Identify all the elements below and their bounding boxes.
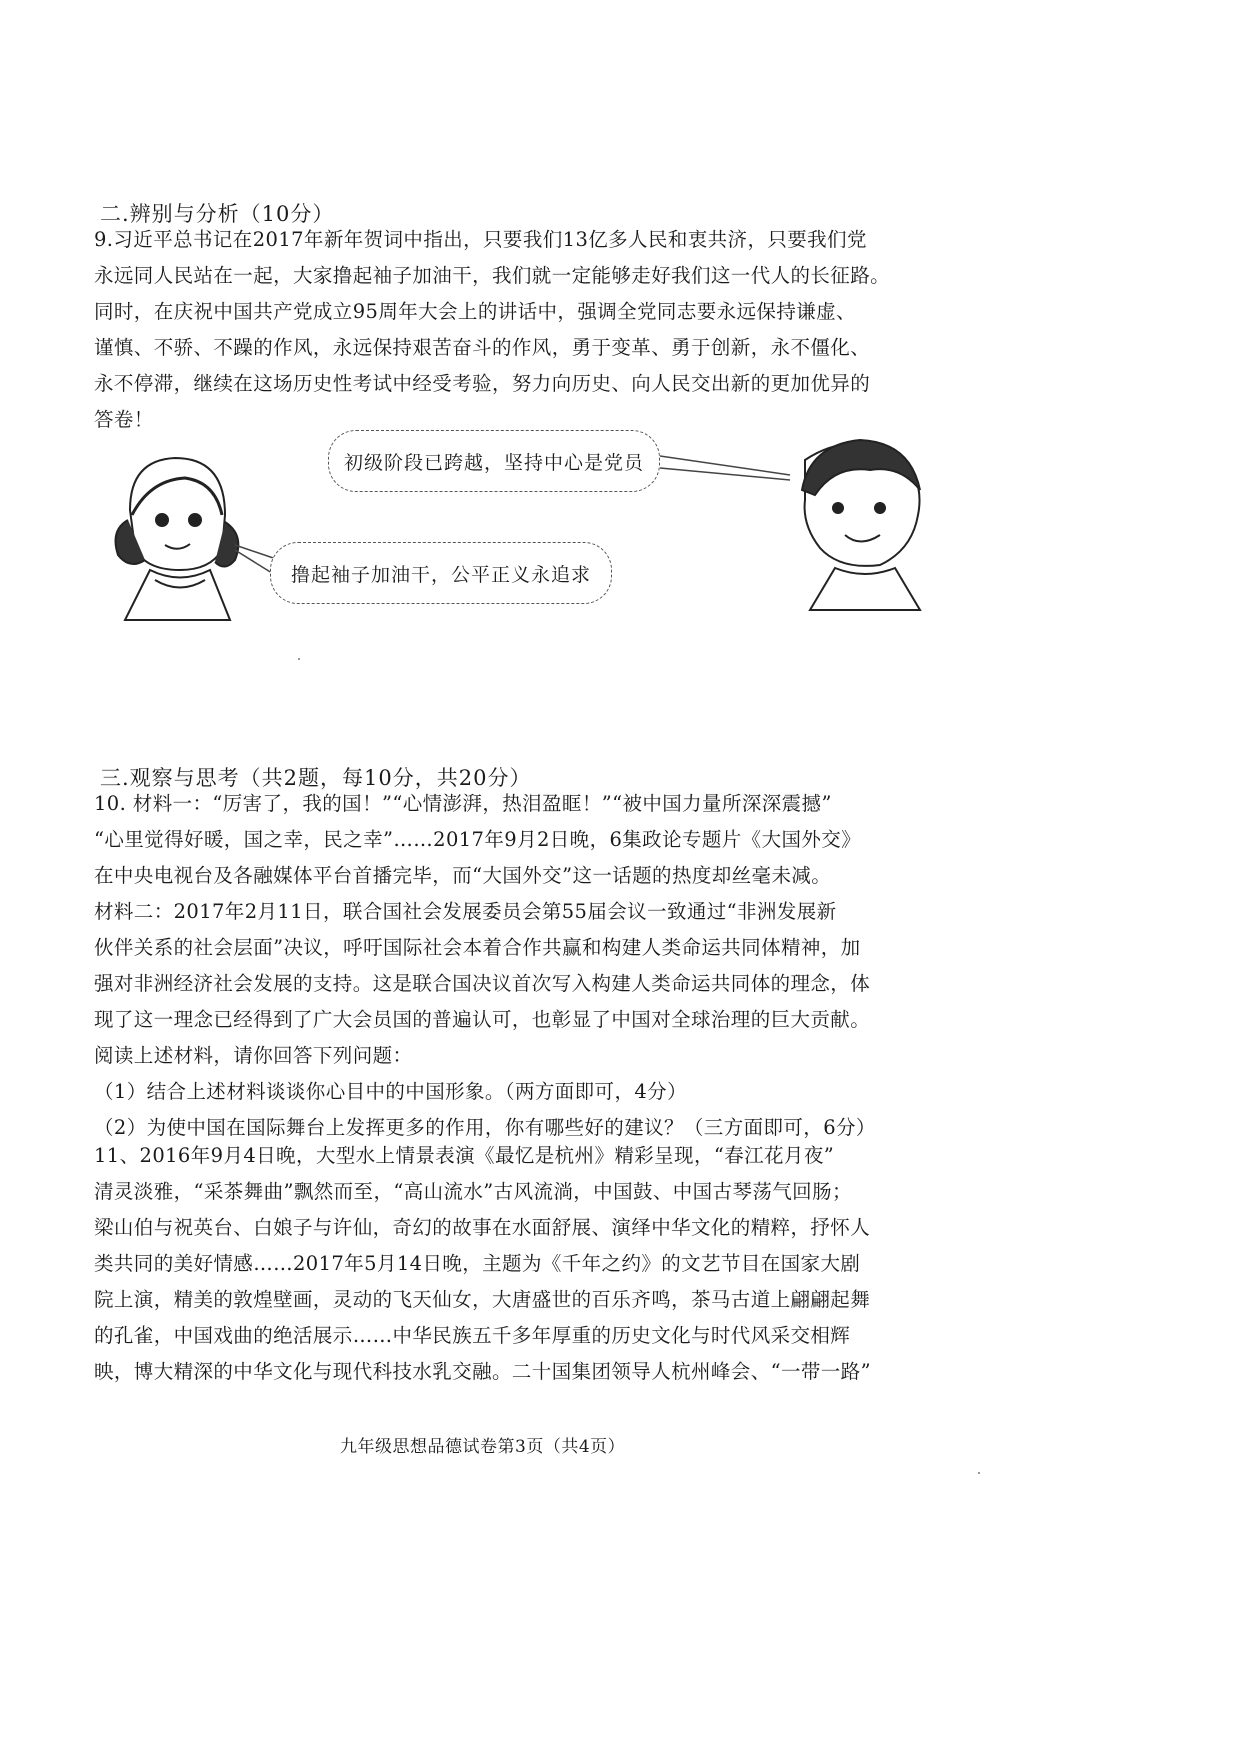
speech-bubble-boy: 初级阶段已跨越，坚持中心是党员 xyxy=(328,430,660,492)
q9-line: 永不停滞，继续在这场历史性考试中经受考验，努力向历史、向人民交出新的更加优异的 xyxy=(94,372,871,395)
q11-line: 11、2016年9月4日晚，大型水上情景表演《最忆是杭州》精彩呈现，“春江花月夜” xyxy=(94,1144,835,1167)
q10-line: 阅读上述材料，请你回答下列问题： xyxy=(94,1044,413,1067)
q10-line: “心里觉得好暖，国之幸，民之幸”……2017年9月2日晚，6集政论专题片《大国外交》 xyxy=(94,828,862,851)
q11-line: 映，博大精深的中华文化与现代科技水乳交融。二十国集团领导人杭州峰会、“一带一路” xyxy=(94,1360,871,1383)
q11-line: 清灵淡雅，“采茶舞曲”飘然而至，“高山流水”古风流淌，中国鼓、中国古琴荡气回肠； xyxy=(94,1180,852,1203)
question-10-text xyxy=(94,786,914,1146)
q10-line: 在中央电视台及各融媒体平台首播完毕，而“大国外交”这一话题的热度却丝毫未减。 xyxy=(94,864,832,887)
section-3-heading: 三.观察与思考（共2题，每10分，共20分） xyxy=(100,766,532,790)
q11-line: 梁山伯与祝英台、白娘子与许仙，奇幻的故事在水面舒展、演绎中华文化的精粹，抒怀人 xyxy=(94,1216,871,1239)
q9-line: 永远同人民站在一起，大家撸起袖子加油干，我们就一定能够走好我们这一代人的长征路。 xyxy=(94,264,891,287)
scan-speck xyxy=(978,1472,980,1474)
boy-figure-icon xyxy=(802,440,920,610)
q10-line: 伙伴关系的社会层面”决议，呼吁国际社会本着合作共赢和构建人类命运共同体精神，加 xyxy=(94,936,861,959)
q10-subquestion-2: （2）为使中国在国际舞台上发挥更多的作用，你有哪些好的建议？（三方面即可，6分） xyxy=(94,1116,876,1139)
q9-line: 答卷！ xyxy=(94,408,154,431)
q9-line: 同时，在庆祝中国共产党成立95周年大会上的讲话中，强调全党同志要永远保持谦虚、 xyxy=(94,300,856,323)
q10-subquestion-1: （1）结合上述材料谈谈你心目中的中国形象。（两方面即可，4分） xyxy=(94,1080,687,1103)
q11-line: 的孔雀，中国戏曲的绝活展示……中华民族五千多年厚重的历史文化与时代风采交相辉 xyxy=(94,1324,851,1347)
question-11-text xyxy=(94,1138,914,1390)
q11-line: 院上演，精美的敦煌壁画，灵动的飞天仙女，大唐盛世的百乐齐鸣，茶马古道上翩翩起舞 xyxy=(94,1288,871,1311)
scan-speck xyxy=(298,658,300,660)
q10-line: 材料二：2017年2月11日，联合国社会发展委员会第55届会议一致通过“非洲发展新 xyxy=(94,900,837,923)
q10-line: 现了这一理念已经得到了广大会员国的普遍认可，也彰显了中国对全球治理的巨大贡献。 xyxy=(94,1008,871,1031)
girl-figure-icon xyxy=(116,458,239,620)
q10-line: 10. 材料一：“厉害了，我的国！”“心情澎湃，热泪盈眶！”“被中国力量所深深震撼” xyxy=(94,792,832,815)
q9-line: 9.习近平总书记在2017年新年贺词中指出，只要我们13亿多人民和衷共济，只要我们党 xyxy=(94,228,867,251)
section-2-heading: 二.辨别与分析（10分） xyxy=(100,202,335,226)
q10-line: 强对非洲经济社会发展的支持。这是联合国决议首次写入构建人类命运共同体的理念，体 xyxy=(94,972,871,995)
speech-bubble-girl: 撸起袖子加油干，公平正义永追求 xyxy=(270,542,612,604)
q11-line: 类共同的美好情感……2017年5月14日晚，主题为《千年之约》的文艺节目在国家大剧 xyxy=(94,1252,861,1275)
page-footer: 九年级思想品德试卷第3页（共4页） xyxy=(340,1437,626,1457)
q9-line: 谨慎、不骄、不躁的作风，永远保持艰苦奋斗的作风，勇于变革、勇于创新，永不僵化、 xyxy=(94,336,871,359)
question-9-text xyxy=(94,222,914,438)
